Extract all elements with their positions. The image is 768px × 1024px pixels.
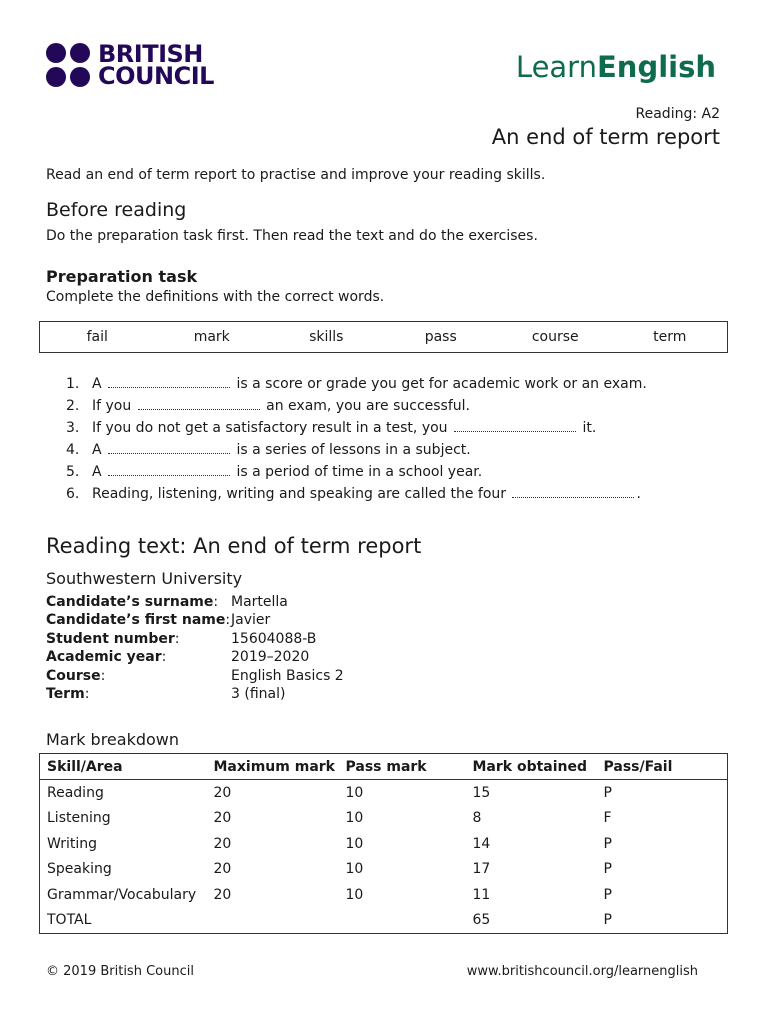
reading-text-heading: Reading text: An end of term report [46,534,422,558]
column-header: Mark obtained [466,754,597,780]
british-council-logo [46,40,214,90]
answer-blank[interactable] [108,443,230,454]
mark-breakdown-heading: Mark breakdown [46,730,180,749]
mark-breakdown-table [39,753,728,934]
table-row: TOTAL 65 P [47,912,612,929]
footer-url[interactable]: www.britishcouncil.org/learnenglish [466,964,698,979]
logo-dots-icon [46,43,90,87]
before-reading-text: Do the preparation task first. Then read the text and do the exercises. [46,228,538,244]
word-option: mark [193,329,230,345]
question-item: 2. If you an exam, you are successful. [66,398,470,414]
table-header-row [40,754,728,780]
column-header: Pass mark [339,754,466,780]
before-reading-heading: Before reading [46,199,187,221]
detail-row: Academic year: 2019–2020 [46,649,310,666]
question-list [66,373,647,505]
word-option: term [653,329,687,345]
table-row: Writing 20 10 14 P [47,835,612,852]
learnenglish-logo: LearnEnglish [515,50,716,84]
intro-text: Read an end of term report to practise and improve your reading skills. [46,167,546,183]
detail-row: Candidate’s surname: Martella [46,594,288,610]
answer-blank[interactable] [454,421,576,432]
answer-blank[interactable] [108,377,230,388]
table-row: Listening 20 10 8 F [47,810,612,827]
word-option: pass [424,329,457,345]
detail-row: Term: 3 (final) [46,685,286,702]
detail-row: Student number: 15604088-B [46,630,317,647]
logo-text: BRITISH COUNCIL [98,40,214,90]
question-item: 4. A is a series of lessons in a subject. [66,442,471,458]
level-label: Reading: A2 [635,106,720,122]
university-name: Southwestern University [46,569,243,588]
preparation-task-heading: Preparation task [46,267,198,286]
column-header: Maximum mark [207,754,339,780]
column-header: Skill/Area [40,754,207,780]
page-title: An end of term report [491,125,720,149]
word-option: skills [309,329,344,345]
candidate-details [46,593,344,703]
question-item: 6. Reading, listening, writing and speaking are called the four . [66,486,641,502]
question-item: 5. A is a period of time in a school year. [66,464,483,480]
detail-row: Candidate’s first name: Javier [46,612,271,629]
answer-blank[interactable] [138,399,260,410]
column-header: Pass/Fail [597,754,728,780]
word-option: fail [86,329,108,345]
answer-blank[interactable] [108,465,230,476]
footer-copyright: © 2019 British Council [46,964,194,979]
answer-blank[interactable] [512,487,634,498]
table-row: Speaking 20 10 17 P [47,861,612,878]
question-item: 3. If you do not get a satisfactory result in a test, you it. [66,420,597,436]
table-row: Grammar/Vocabulary 20 10 11 P [47,886,612,903]
preparation-instruction: Complete the definitions with the correct words. [46,289,385,305]
question-item: 1. A is a score or grade you get for academic work or an exam. [66,376,647,392]
table-row: Reading 20 10 15 P [47,784,612,801]
word-box [39,321,728,353]
detail-row: Course: English Basics 2 [46,667,344,684]
word-option: course [531,329,579,345]
